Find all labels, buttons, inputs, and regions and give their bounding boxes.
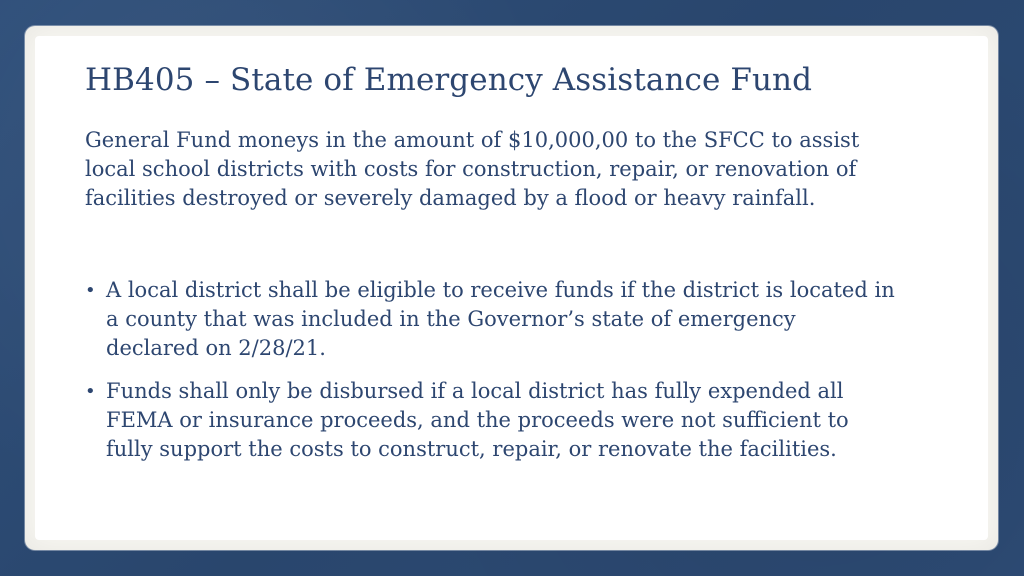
- bullet-icon: •: [85, 381, 96, 402]
- bullet-list: [85, 276, 895, 478]
- bullet-text: A local district shall be eligible to receive funds if the district is located in a county that was included in the Governor’s state of emergency declared on 2/28/21.: [106, 278, 895, 360]
- slide-title: HB405 – State of Emergency Assistance Fund: [85, 62, 813, 98]
- bullet-item-disbursement: [85, 377, 895, 464]
- bullet-icon: •: [85, 280, 96, 301]
- bullet-item-eligibility: [85, 276, 895, 363]
- bullet-text: Funds shall only be disbursed if a local district has fully expended all FEMA or insurance proceeds, and the proceeds were not sufficient to fully support the costs to construct, repair, or renovate the facilities.: [106, 379, 849, 461]
- intro-paragraph: General Fund moneys in the amount of $10,000,00 to the SFCC to assist local school districts with costs for construction, repair, or renovation of facilities destroyed or severely damaged by a flood or heavy rainfall.: [85, 128, 860, 210]
